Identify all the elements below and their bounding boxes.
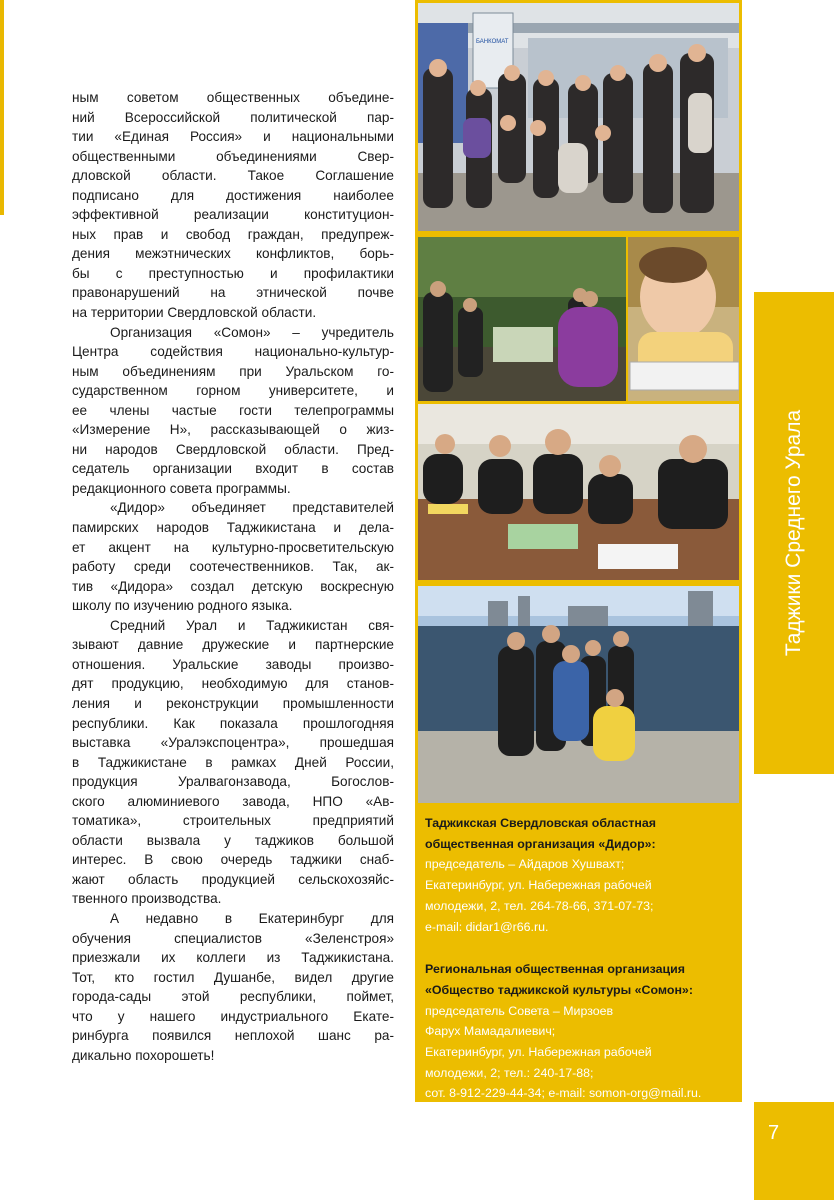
page-number-box: [754, 1102, 834, 1200]
org-title-line: Таджикская Свердловская областная: [425, 816, 657, 830]
contact-detail-line: Екатеринбург, ул. Набережная рабочей: [425, 1045, 652, 1060]
article-paragraph: [72, 323, 394, 499]
article-line: ления и реконструкции промышленности: [72, 695, 394, 711]
accent-stripe-left: [0, 0, 4, 215]
article-body: [72, 88, 394, 1065]
article-line: Тот, кто гостил Душанбе, видел другие: [72, 969, 394, 985]
article-line: «Измерение Н», рассказывающей о жиз-: [72, 422, 394, 438]
article-line: сударственном горном университете, и: [72, 383, 394, 399]
article-line: ний Всероссийской политической пар-: [72, 109, 394, 125]
article-line: выставка «Уралэкспоцентра», прошедшая: [72, 735, 394, 751]
article-line: отношения. Уральские заводы произво-: [72, 656, 394, 672]
article-line: эффективной реализации конституцион-: [72, 207, 394, 223]
article-line: работу среди соотечественников. Так, ак-: [72, 559, 394, 575]
org-title-line: общественная организация «Дидор»:: [425, 836, 656, 851]
contact-box: [425, 813, 735, 1104]
contact-detail-line: молодежи, 2, тел. 264-78-66, 371-07-73;: [425, 898, 654, 913]
article-line: дловской области. Такое Соглашение: [72, 168, 394, 184]
article-line: дят продукцию, необходимую для станов-: [72, 676, 394, 692]
article-line: зывают давние дружеские и партнерские: [72, 637, 394, 653]
article-line: Центра содействия национально-культур-: [72, 344, 394, 360]
article-line: седатель организации входит в состав: [72, 461, 394, 477]
article-line: интерес. В свою очередь таджики снаб-: [72, 852, 394, 868]
article-line: общественными объединениями Свер-: [72, 148, 394, 164]
section-title: Таджики Среднего Урала: [782, 409, 805, 657]
contact-email-line: сот. 8-912-229-44-34; e-mail: somon-org@mail.ru.: [425, 1086, 702, 1101]
article-line: республики. Как показала прошлогодняя: [72, 715, 394, 731]
article-line: приезжали их коллеги из Таджикистана.: [72, 950, 394, 966]
article-line: обучения специалистов «Зеленстроя»: [72, 930, 394, 946]
classroom-photo: [418, 404, 739, 580]
article-line: ринбурга появился неплохой шанс ра-: [72, 1028, 394, 1044]
article-line: памирских народов Таджикистана и дела-: [72, 520, 394, 536]
org-title-line: Региональная общественная организация: [425, 962, 685, 977]
article-line: школу по изучению родного языка.: [72, 598, 293, 614]
article-line: редакционного совета программы.: [72, 480, 291, 496]
org-title-line: «Общество таджикской культуры «Сомон»:: [425, 982, 693, 997]
article-paragraph: [72, 88, 394, 323]
article-line: А недавно в Екатеринбург для: [110, 910, 394, 926]
article-line: подписано для достижения наиболее: [72, 187, 394, 203]
contact-detail-line: Екатеринбург, ул. Набережная рабочей: [425, 878, 652, 893]
article-line: продукция Уралвагонзавода, Богослов-: [72, 774, 394, 790]
article-line: правонарушений на этнической почве: [72, 285, 394, 301]
article-line: жают область продукцией сельскохозяйс-: [72, 871, 394, 887]
article-paragraph: [72, 909, 394, 1065]
article-line: ным советом общественных объедине-: [72, 90, 394, 105]
contact-detail-line: молодежи, 2; тел.: 240-17-88;: [425, 1065, 594, 1080]
article-line: ни народов Свердловской области. Пред-: [72, 441, 394, 457]
article-paragraph: [72, 616, 394, 909]
article-line: Средний Урал и Таджикистан свя-: [110, 617, 394, 633]
article-line: ным объединениям при Уральском го-: [72, 363, 394, 379]
contact-didor: [425, 813, 735, 937]
article-line: ет акцент на культурно-просветительскую: [72, 539, 394, 555]
article-line: области вызвала у таджиков большой: [72, 832, 394, 848]
article-line: тив «Дидора» создал детскую воскресную: [72, 578, 394, 594]
article-line: дикально похорошеть!: [72, 1047, 215, 1063]
photo-column: [415, 0, 742, 1102]
article-line: ее члены частые гости телепрограммы: [72, 402, 394, 418]
article-line: твенного производства.: [72, 891, 222, 907]
article-line: Организация «Сомон» – учредитель: [110, 324, 394, 340]
contact-detail-line: председатель – Айдаров Хушвахт;: [425, 857, 625, 872]
article-line: ных прав и свобод граждан, предупреж-: [72, 226, 394, 242]
article-line: томатика», строительных предприятий: [72, 813, 394, 829]
page-number: 7: [768, 1122, 780, 1144]
article-line: бы с преступностью и профилактики: [72, 265, 394, 281]
article-paragraph: [72, 498, 394, 615]
picnic-and-baby-photo: [418, 237, 739, 401]
article-line: в Таджикистане в рамках Дней России,: [72, 754, 394, 770]
atm-sign: БАНКОМАТ: [476, 39, 509, 45]
article-line: ского алюминиевого завода, НПО «Ав-: [72, 793, 394, 809]
contact-detail-line: председатель Совета – Мирзоев: [425, 1003, 614, 1018]
contact-detail-line: Фарух Мамадалиевич;: [425, 1024, 556, 1039]
contact-email-line: e-mail: didar1@r66.ru.: [425, 919, 549, 934]
article-line: что у нашего индустриального Екате-: [72, 1008, 394, 1024]
article-line: города-сады этой республики, поймет,: [72, 989, 394, 1005]
article-line: «Дидор» объединяет представителей: [110, 500, 394, 516]
article-line: дения межэтнических конфликтов, борь-: [72, 246, 394, 262]
riverside-group-photo: [418, 586, 739, 803]
group-photo-building: [418, 3, 739, 231]
contact-somon: [425, 959, 735, 1104]
section-side-tab: [754, 292, 834, 774]
article-line: тии «Единая Россия» и национальными: [72, 129, 394, 145]
article-line: на территории Свердловской области.: [72, 305, 317, 321]
